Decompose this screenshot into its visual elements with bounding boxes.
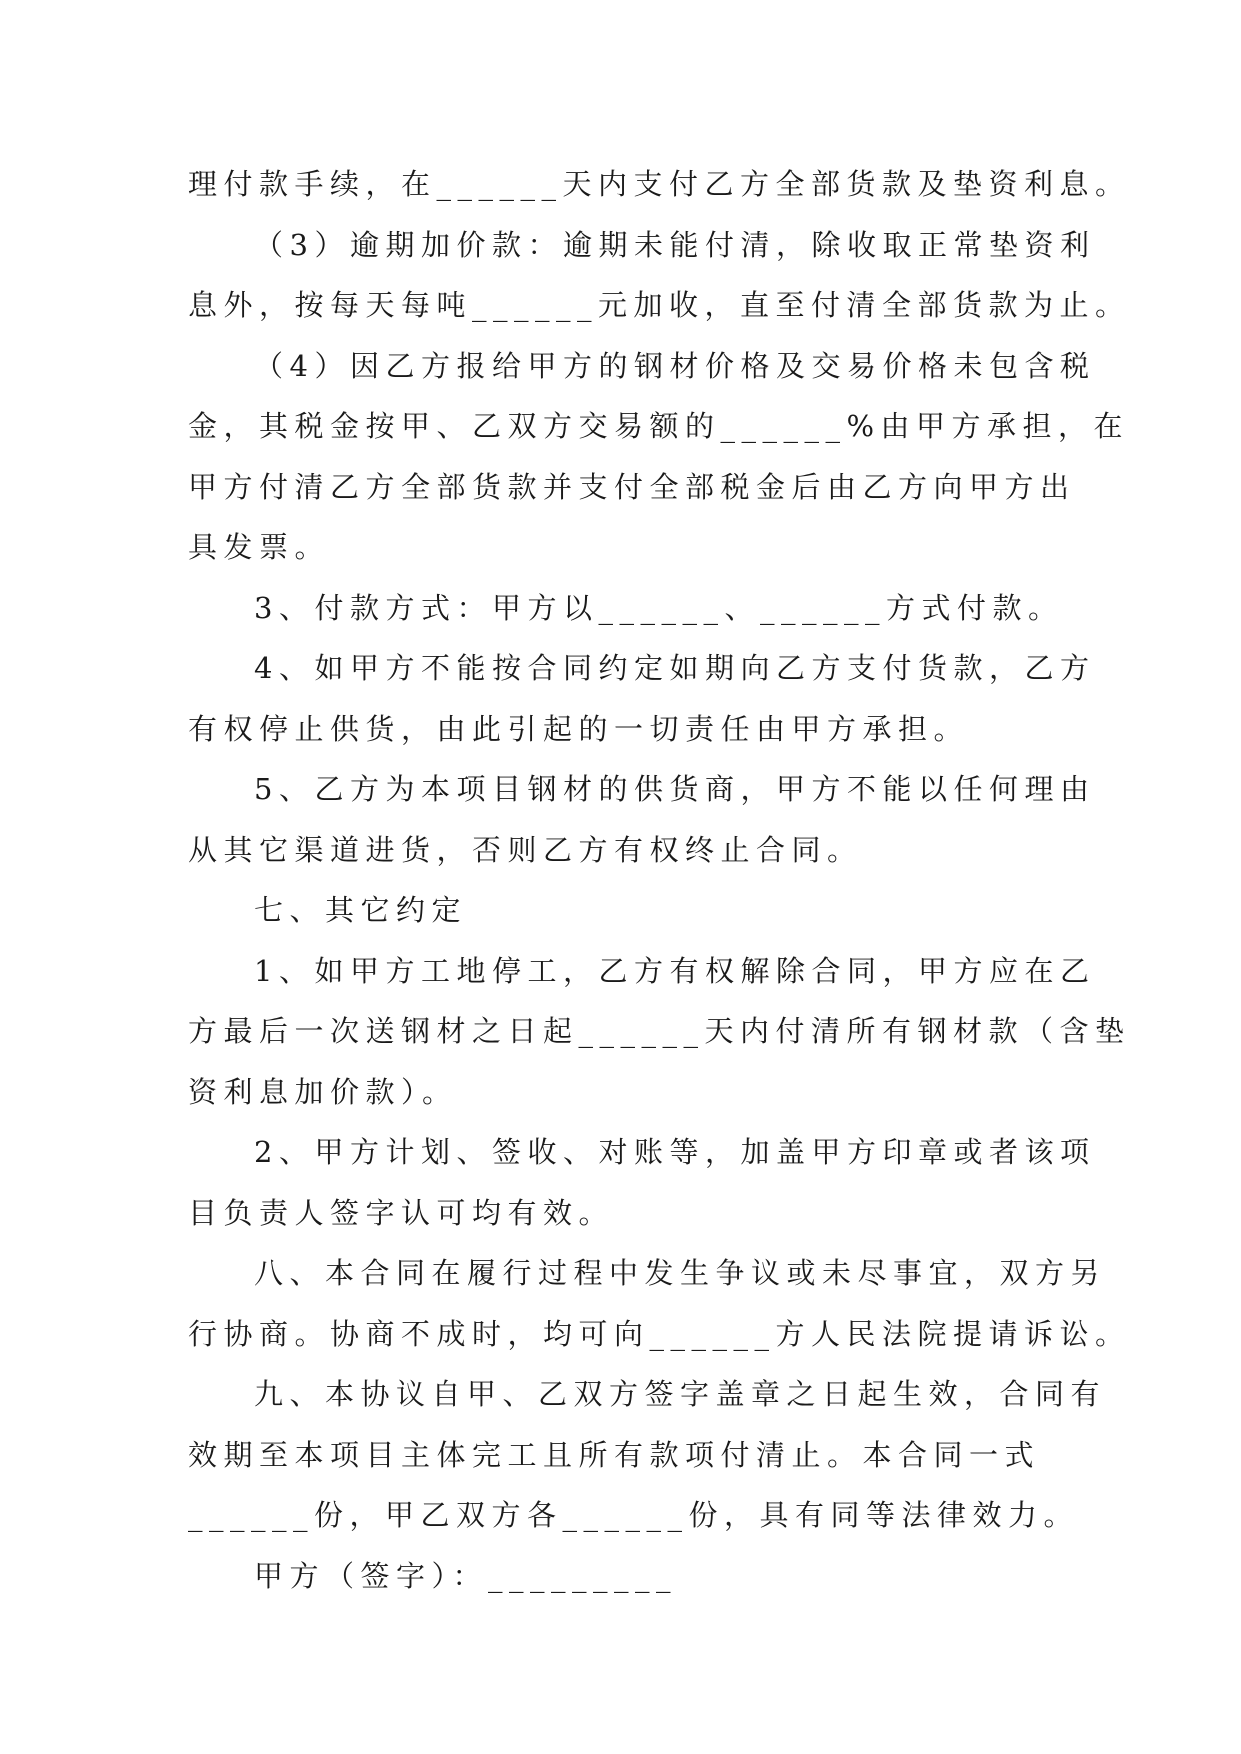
text-line: 有权停止供货，由此引起的一切责任由甲方承担。 xyxy=(188,711,970,746)
text-line: 3、付款方式：甲方以______、______方式付款。 xyxy=(254,590,1064,625)
text-line: （3）逾期加价款：逾期未能付清，除收取正常垫资利 xyxy=(254,227,1096,262)
text-line: 1、如甲方工地停工，乙方有权解除合同，甲方应在乙 xyxy=(254,953,1096,988)
text-line: 八、本合同在履行过程中发生争议或未尽事宜，双方另 xyxy=(254,1256,1107,1290)
signature-line: 甲方（签字）：_________ xyxy=(254,1558,678,1593)
text-line: 理付款手续，在______天内支付乙方全部货款及垫资利息。 xyxy=(188,167,1131,201)
text-line: 4、如甲方不能按合同约定如期向乙方支付货款，乙方 xyxy=(254,651,1096,685)
text-line: 2、甲方计划、签收、对账等，加盖甲方印章或者该项 xyxy=(254,1135,1096,1169)
text-line: 金，其税金按甲、乙双方交易额的______%由甲方承担，在 xyxy=(188,409,1130,443)
text-line: 资利息加价款）。 xyxy=(188,1074,458,1109)
text-line: 九、本协议自甲、乙双方签字盖章之日起生效，合同有 xyxy=(254,1377,1107,1411)
text-line: 具发票。 xyxy=(188,530,331,564)
text-line: （4）因乙方报给甲方的钢材价格及交易价格未包含税 xyxy=(254,348,1096,383)
text-line: ______份，甲乙双方各______份，具有同等法律效力。 xyxy=(188,1498,1080,1532)
text-line: 行协商。协商不成时，均可向______方人民法院提请诉讼。 xyxy=(188,1316,1131,1351)
section-heading: 七、其它约定 xyxy=(254,893,468,927)
text-line: 效期至本项目主体完工且所有款项付清止。本合同一式 xyxy=(188,1437,1041,1472)
text-line: 甲方付清乙方全部货款并支付全部税金后由乙方向甲方出 xyxy=(188,469,1076,504)
text-line: 5、乙方为本项目钢材的供货商，甲方不能以任何理由 xyxy=(254,772,1096,806)
text-line: 从其它渠道进货，否则乙方有权终止合同。 xyxy=(188,832,863,867)
contract-body xyxy=(188,154,1131,1606)
text-line: 目负责人签字认可均有效。 xyxy=(188,1195,615,1230)
text-line: 息外，按每天每吨______元加收，直至付清全部货款为止。 xyxy=(188,288,1131,322)
text-line: 方最后一次送钢材之日起______天内付清所有钢材款（含垫 xyxy=(188,1014,1131,1048)
